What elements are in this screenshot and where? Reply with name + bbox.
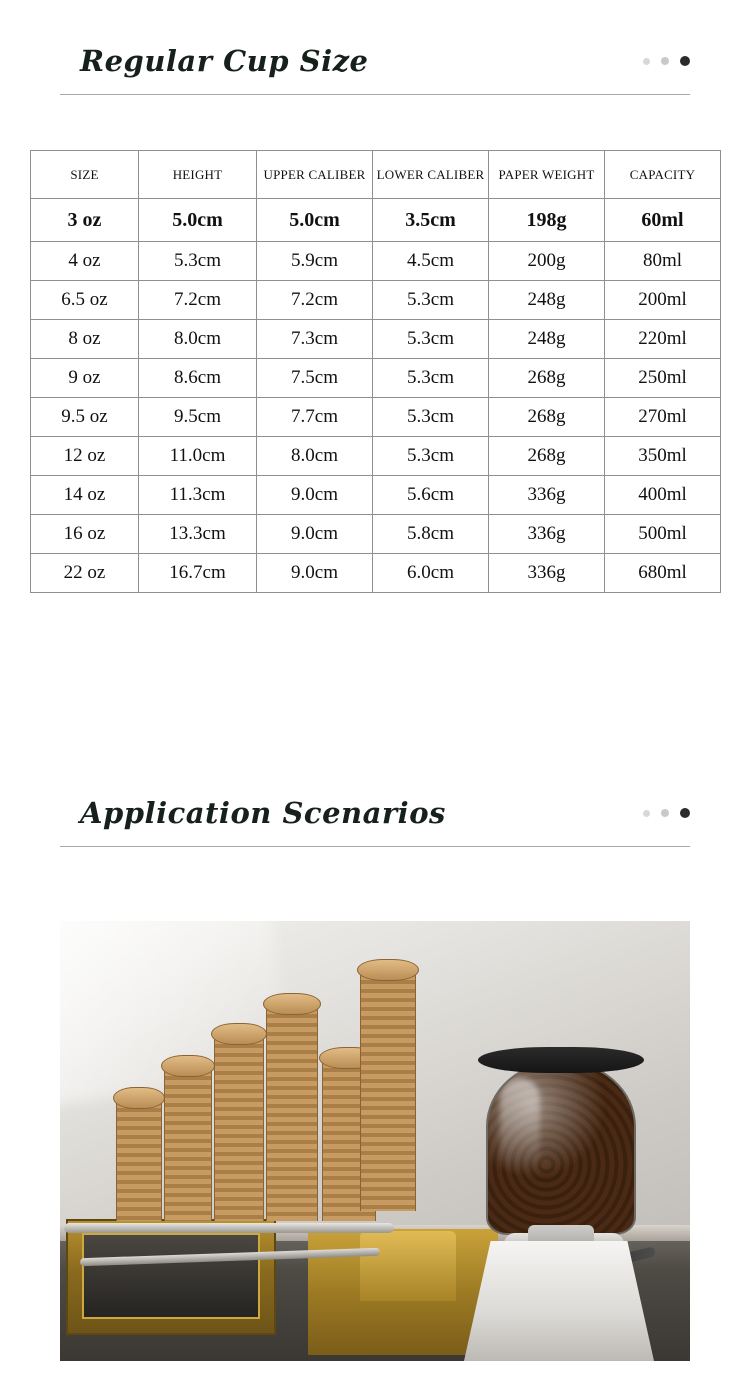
cell-paper-weight: 268g bbox=[489, 398, 605, 437]
equipment-left bbox=[66, 1219, 276, 1335]
cup-stack bbox=[164, 1071, 212, 1221]
cell-capacity: 250ml bbox=[605, 359, 721, 398]
cell-size: 9.5 oz bbox=[31, 398, 139, 437]
cell-paper-weight: 336g bbox=[489, 554, 605, 593]
table-row bbox=[31, 437, 721, 476]
cell-capacity: 350ml bbox=[605, 437, 721, 476]
header-divider bbox=[60, 94, 690, 95]
cell-height: 11.3cm bbox=[139, 476, 257, 515]
cell-lower-caliber: 5.3cm bbox=[373, 281, 489, 320]
column-header-lower-caliber: LOWER CALIBER bbox=[373, 151, 489, 199]
cell-size: 16 oz bbox=[31, 515, 139, 554]
hopper-lid bbox=[478, 1047, 644, 1073]
cell-capacity: 680ml bbox=[605, 554, 721, 593]
cell-size: 4 oz bbox=[31, 242, 139, 281]
cell-height: 9.5cm bbox=[139, 398, 257, 437]
cell-size: 8 oz bbox=[31, 320, 139, 359]
column-header-height: HEIGHT bbox=[139, 151, 257, 199]
cell-lower-caliber: 5.3cm bbox=[373, 437, 489, 476]
decorative-dots bbox=[643, 56, 690, 66]
cell-lower-caliber: 4.5cm bbox=[373, 242, 489, 281]
cell-upper-caliber: 7.7cm bbox=[257, 398, 373, 437]
cell-height: 7.2cm bbox=[139, 281, 257, 320]
section-application-scenarios bbox=[0, 796, 750, 1361]
cell-height: 8.6cm bbox=[139, 359, 257, 398]
column-header-capacity: CAPACITY bbox=[605, 151, 721, 199]
equipment-gold-top bbox=[360, 1231, 456, 1301]
cell-upper-caliber: 7.5cm bbox=[257, 359, 373, 398]
cell-height: 8.0cm bbox=[139, 320, 257, 359]
column-header-paper-weight: PAPER WEIGHT bbox=[489, 151, 605, 199]
cell-height: 5.0cm bbox=[139, 199, 257, 242]
cell-capacity: 270ml bbox=[605, 398, 721, 437]
cell-capacity: 200ml bbox=[605, 281, 721, 320]
cell-capacity: 80ml bbox=[605, 242, 721, 281]
cell-upper-caliber: 9.0cm bbox=[257, 476, 373, 515]
dot-icon bbox=[680, 808, 690, 818]
cell-lower-caliber: 5.8cm bbox=[373, 515, 489, 554]
section-regular-cup-size bbox=[0, 44, 750, 593]
cell-upper-caliber: 5.9cm bbox=[257, 242, 373, 281]
cell-height: 11.0cm bbox=[139, 437, 257, 476]
cell-capacity: 400ml bbox=[605, 476, 721, 515]
column-header-upper-caliber: UPPER CALIBER bbox=[257, 151, 373, 199]
table-row bbox=[31, 199, 721, 242]
decorative-dots bbox=[643, 808, 690, 818]
cell-size: 3 oz bbox=[31, 199, 139, 242]
cup-size-table bbox=[30, 150, 721, 593]
cell-size: 6.5 oz bbox=[31, 281, 139, 320]
table-row bbox=[31, 554, 721, 593]
cell-paper-weight: 198g bbox=[489, 199, 605, 242]
dot-icon bbox=[680, 56, 690, 66]
cell-paper-weight: 336g bbox=[489, 515, 605, 554]
cell-paper-weight: 268g bbox=[489, 437, 605, 476]
table-row bbox=[31, 359, 721, 398]
table-row bbox=[31, 242, 721, 281]
table-row bbox=[31, 281, 721, 320]
cell-lower-caliber: 3.5cm bbox=[373, 199, 489, 242]
dot-icon bbox=[661, 57, 669, 65]
cell-lower-caliber: 5.3cm bbox=[373, 398, 489, 437]
cell-paper-weight: 268g bbox=[489, 359, 605, 398]
dot-icon bbox=[643, 810, 650, 817]
cell-upper-caliber: 9.0cm bbox=[257, 554, 373, 593]
cup-stack bbox=[266, 1009, 318, 1221]
application-photo bbox=[60, 921, 690, 1361]
cell-paper-weight: 248g bbox=[489, 281, 605, 320]
table-header-row bbox=[31, 151, 721, 199]
cup-stack bbox=[116, 1103, 162, 1221]
cell-capacity: 220ml bbox=[605, 320, 721, 359]
table-row bbox=[31, 320, 721, 359]
table-row bbox=[31, 476, 721, 515]
section-title-application: Application Scenarios bbox=[80, 796, 446, 830]
column-header-size: SIZE bbox=[31, 151, 139, 199]
cell-size: 12 oz bbox=[31, 437, 139, 476]
table-row bbox=[31, 398, 721, 437]
cup-stack bbox=[360, 975, 416, 1211]
cell-paper-weight: 200g bbox=[489, 242, 605, 281]
cell-upper-caliber: 5.0cm bbox=[257, 199, 373, 242]
section-header-cup-size bbox=[0, 44, 750, 78]
cell-size: 9 oz bbox=[31, 359, 139, 398]
coffee-bean-hopper bbox=[486, 1060, 636, 1235]
page-title: Regular Cup Size bbox=[80, 44, 369, 78]
section-header-application bbox=[0, 796, 750, 830]
coffee-grinder-body bbox=[464, 1241, 654, 1361]
cell-lower-caliber: 5.3cm bbox=[373, 359, 489, 398]
cell-paper-weight: 248g bbox=[489, 320, 605, 359]
cell-upper-caliber: 7.2cm bbox=[257, 281, 373, 320]
cell-height: 5.3cm bbox=[139, 242, 257, 281]
cell-size: 22 oz bbox=[31, 554, 139, 593]
cell-upper-caliber: 7.3cm bbox=[257, 320, 373, 359]
cell-lower-caliber: 5.6cm bbox=[373, 476, 489, 515]
cell-capacity: 60ml bbox=[605, 199, 721, 242]
cell-capacity: 500ml bbox=[605, 515, 721, 554]
cell-lower-caliber: 5.3cm bbox=[373, 320, 489, 359]
dot-icon bbox=[661, 809, 669, 817]
cell-height: 13.3cm bbox=[139, 515, 257, 554]
cell-upper-caliber: 8.0cm bbox=[257, 437, 373, 476]
cell-paper-weight: 336g bbox=[489, 476, 605, 515]
dot-icon bbox=[643, 58, 650, 65]
cell-lower-caliber: 6.0cm bbox=[373, 554, 489, 593]
header-divider bbox=[60, 846, 690, 847]
cell-height: 16.7cm bbox=[139, 554, 257, 593]
cell-size: 14 oz bbox=[31, 476, 139, 515]
table-row bbox=[31, 515, 721, 554]
cup-size-table-wrap bbox=[30, 150, 720, 593]
cell-upper-caliber: 9.0cm bbox=[257, 515, 373, 554]
shelf-rail bbox=[64, 1223, 394, 1233]
cup-stack bbox=[214, 1039, 264, 1221]
